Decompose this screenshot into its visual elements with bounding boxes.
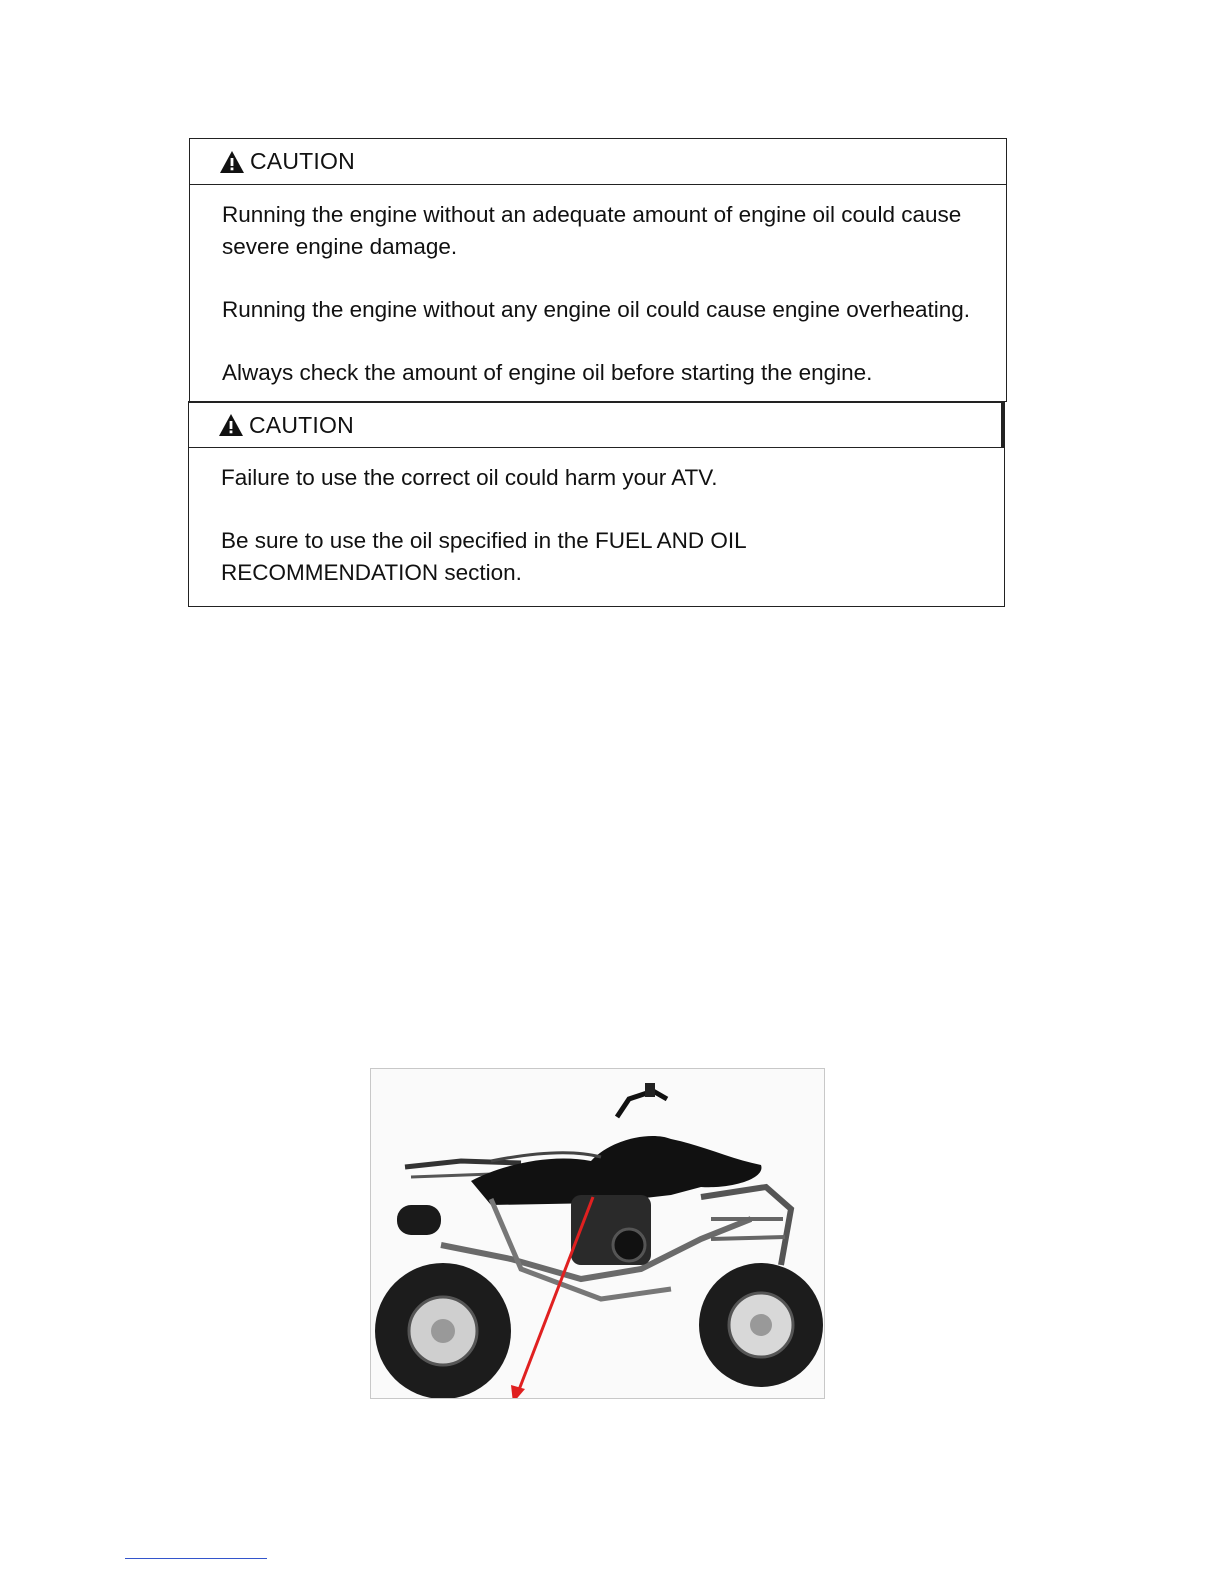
caution-text: Running the engine without any engine oil could cause engine overheating. (222, 297, 971, 322)
caution-box-correct-oil (188, 401, 1005, 607)
atv-illustration (371, 1069, 824, 1398)
caution-title: CAUTION (250, 148, 355, 174)
caution-body (189, 448, 1004, 589)
caution-text: Failure to use the correct oil could harm your ATV. (221, 465, 718, 490)
warning-triangle-icon (219, 414, 243, 436)
caution-box-engine-oil-amount (189, 138, 1007, 402)
warning-triangle-icon (220, 151, 244, 173)
caution-text: Running the engine without an adequate amount of engine oil could cause severe engine damage. (222, 202, 962, 259)
caution-body (190, 185, 1006, 389)
arrow-head-icon (511, 1385, 525, 1398)
caution-text: Always check the amount of engine oil before starting the engine. (222, 360, 873, 385)
footer-rule (125, 1558, 267, 1559)
atv-photo (370, 1068, 825, 1399)
caution-header (189, 402, 1004, 448)
caution-text: Be sure to use the oil specified in the FUEL AND OIL RECOMMENDATION section. (221, 528, 746, 585)
caution-header (190, 139, 1006, 185)
caution-title: CAUTION (249, 411, 354, 438)
red-pointer-arrow (517, 1197, 593, 1395)
